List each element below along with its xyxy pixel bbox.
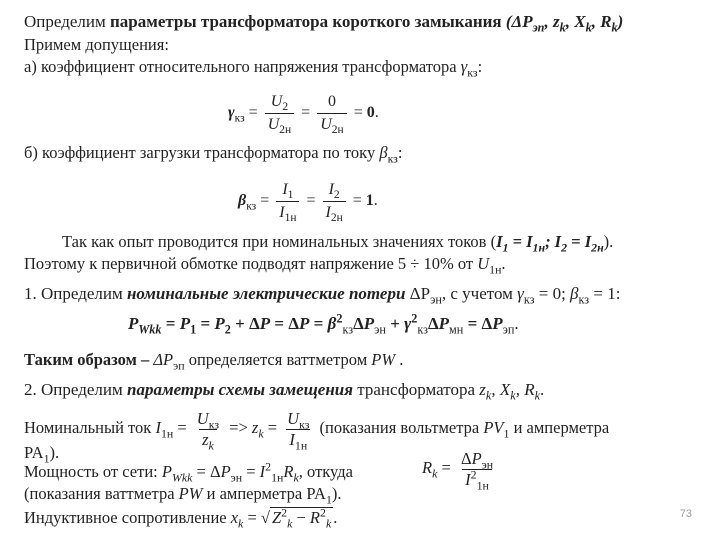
since-i1: I bbox=[496, 232, 503, 251]
power-whence: , откуда bbox=[298, 462, 353, 481]
nominal-pa: PA bbox=[24, 443, 44, 462]
thus-end: . bbox=[395, 350, 404, 369]
since-line bbox=[62, 232, 614, 255]
title-k2: k bbox=[585, 20, 592, 35]
losses-formula: $P_{Wkk} = P_1 = P_2 + \Delta P = \Delta P = \beta^2_{кз}\Delta P_{эн} + \gamma^2_{кз}\Delta P_{мн} = \Delta P_{эп}$. bbox=[128, 311, 519, 337]
step1-dp: ΔP bbox=[405, 284, 431, 303]
power-readings-end: ). bbox=[331, 484, 342, 503]
power-pa-sub: 1 bbox=[325, 492, 332, 507]
item-a-sub: кз bbox=[467, 65, 478, 80]
item-b-line bbox=[24, 143, 403, 166]
step1-prefix: 1. Определим bbox=[24, 284, 127, 303]
step2-k2: k bbox=[510, 388, 516, 403]
power-line: Мощность от сети: $P_{Wkk} = \Delta P_{эн} = I^2_{1н}R_k$, откуда bbox=[24, 459, 353, 485]
nominal-pv-sub: 1 bbox=[503, 426, 510, 441]
step1-bold: номинальные электрические потери bbox=[126, 284, 406, 303]
nominal-readings: (показания вольтметра bbox=[319, 418, 484, 437]
nominal-label: Номинальный ток bbox=[24, 418, 156, 437]
thus-rest: определяется ваттметром bbox=[184, 350, 372, 369]
therefore-end: . bbox=[501, 254, 506, 273]
item-a-symbol: γ bbox=[460, 57, 468, 76]
nominal-pa-end: ). bbox=[49, 443, 60, 462]
beta-formula: $\beta_{кз}$ = $\frac{I_1}{I_{1н}}$ = $\frac{I_2}{I_{2н}}$ = 1. bbox=[238, 181, 378, 225]
step2-prefix: 2. Определим bbox=[24, 380, 127, 399]
thus-line bbox=[24, 350, 404, 373]
step1-gamma-sub: кз bbox=[523, 292, 535, 307]
thus-dp-sub: эп bbox=[173, 358, 185, 373]
nominal-pv: PV bbox=[483, 418, 504, 437]
inductive-end: . bbox=[333, 508, 338, 527]
therefore-u: U bbox=[477, 254, 490, 273]
title-line bbox=[24, 12, 624, 35]
step2-z: z bbox=[479, 380, 486, 399]
step1-gamma: γ bbox=[517, 284, 524, 303]
inductive-line: Индуктивное сопротивление $x_k$ = √ $Z^2_k - R^2_k$ . bbox=[24, 505, 338, 531]
power-pa: PA bbox=[306, 484, 326, 503]
step1-dp-sub: эн bbox=[430, 292, 442, 307]
since-close: ). bbox=[603, 232, 614, 251]
since-i2: ; I bbox=[545, 232, 562, 251]
step2-bold: параметры схемы замещения bbox=[126, 380, 353, 399]
step1-gamma-eq: = 0; bbox=[534, 284, 571, 303]
thus-pw: PW bbox=[371, 350, 396, 369]
since-text: Так как опыт проводится при номинальных значениях токов ( bbox=[62, 232, 497, 251]
power-label: Мощность от сети: bbox=[24, 462, 162, 481]
step1-beta-eq: = 1: bbox=[589, 284, 621, 303]
since-eq1: = I bbox=[508, 232, 533, 251]
inductive-label: Индуктивное сопротивление bbox=[24, 508, 231, 527]
since-i2-sub: 2 bbox=[561, 240, 568, 255]
step1-line bbox=[24, 284, 621, 307]
rk-formula: $R_k$ = $\frac{\Delta P_{эн}}{I^2_{1н}}$ bbox=[422, 448, 494, 493]
thus-dash: – bbox=[136, 350, 154, 369]
title-bold: параметры трансформатора короткого замыкания bbox=[109, 12, 502, 31]
nominal-line-2 bbox=[24, 443, 60, 466]
power-readings-line bbox=[24, 484, 342, 507]
power-pw: PW bbox=[178, 484, 203, 503]
item-a-end: : bbox=[477, 57, 483, 76]
title-x: , X bbox=[565, 12, 586, 31]
item-b-symbol: β bbox=[379, 143, 388, 162]
item-b-end: : bbox=[397, 143, 403, 162]
therefore-u-sub: 1н bbox=[489, 262, 502, 277]
step2-k3: k bbox=[534, 388, 541, 403]
since-i2n-sub: 2н bbox=[591, 240, 604, 255]
thus-bold: Таким образом bbox=[24, 350, 137, 369]
step2-k1: k bbox=[485, 388, 492, 403]
title-params: (ΔP bbox=[501, 12, 533, 31]
therefore-line bbox=[24, 254, 506, 277]
step2-r: , R bbox=[515, 380, 535, 399]
step1-beta-sub: кз bbox=[578, 292, 590, 307]
title-params-sub: эп bbox=[532, 20, 545, 35]
title-r: , R bbox=[591, 12, 612, 31]
step1-beta: β bbox=[570, 284, 579, 303]
item-a-text: а) коэффициент относительного напряжения трансформатора bbox=[24, 57, 461, 76]
item-a-line bbox=[24, 57, 483, 80]
nominal-and: и амперметра bbox=[509, 418, 610, 437]
title-k1: k bbox=[559, 20, 566, 35]
step2-rest: трансформатора bbox=[353, 380, 480, 399]
step1-mid: , с учетом bbox=[441, 284, 518, 303]
therefore-text: Поэтому к первичной обмотке подводят напряжение 5 ÷ 10% от bbox=[24, 254, 478, 273]
step2-line bbox=[24, 380, 545, 403]
nominal-line: Номинальный ток $I_{1н}$ = $\frac{U_{кз}}{z_k}$ => $z_k$ = $\frac{U_{кз}}{I_{1н}}$ (показания вольтметра $PV_1$ и амперметра bbox=[24, 408, 610, 453]
title-close: ) bbox=[617, 12, 624, 31]
title-prefix: Определим bbox=[24, 12, 110, 31]
step2-x: , X bbox=[491, 380, 511, 399]
assumptions-line: Примем допущения: bbox=[24, 35, 169, 54]
power-readings-a: (показания ваттметра bbox=[24, 484, 179, 503]
item-b-text: б) коэффициент загрузки трансформатора по току bbox=[24, 143, 380, 162]
gamma-formula: $\gamma_{кз}$ = $\frac{U_2}{U_{2н}}$ = $\frac{0}{U_{2н}}$ = 0. bbox=[228, 93, 379, 137]
nominal-pa-sub: 1 bbox=[43, 451, 50, 466]
since-i1n-sub: 1н bbox=[532, 240, 546, 255]
since-i1-sub: 1 bbox=[502, 240, 509, 255]
step2-end: . bbox=[540, 380, 545, 399]
power-readings-b: и амперметра bbox=[202, 484, 307, 503]
item-b-sub: кз bbox=[387, 151, 398, 166]
thus-dp: ΔP bbox=[153, 350, 174, 369]
title-k3: k bbox=[611, 20, 618, 35]
since-eq2: = I bbox=[567, 232, 592, 251]
title-params-rest: , z bbox=[544, 12, 560, 31]
page-number: 73 bbox=[679, 508, 692, 520]
